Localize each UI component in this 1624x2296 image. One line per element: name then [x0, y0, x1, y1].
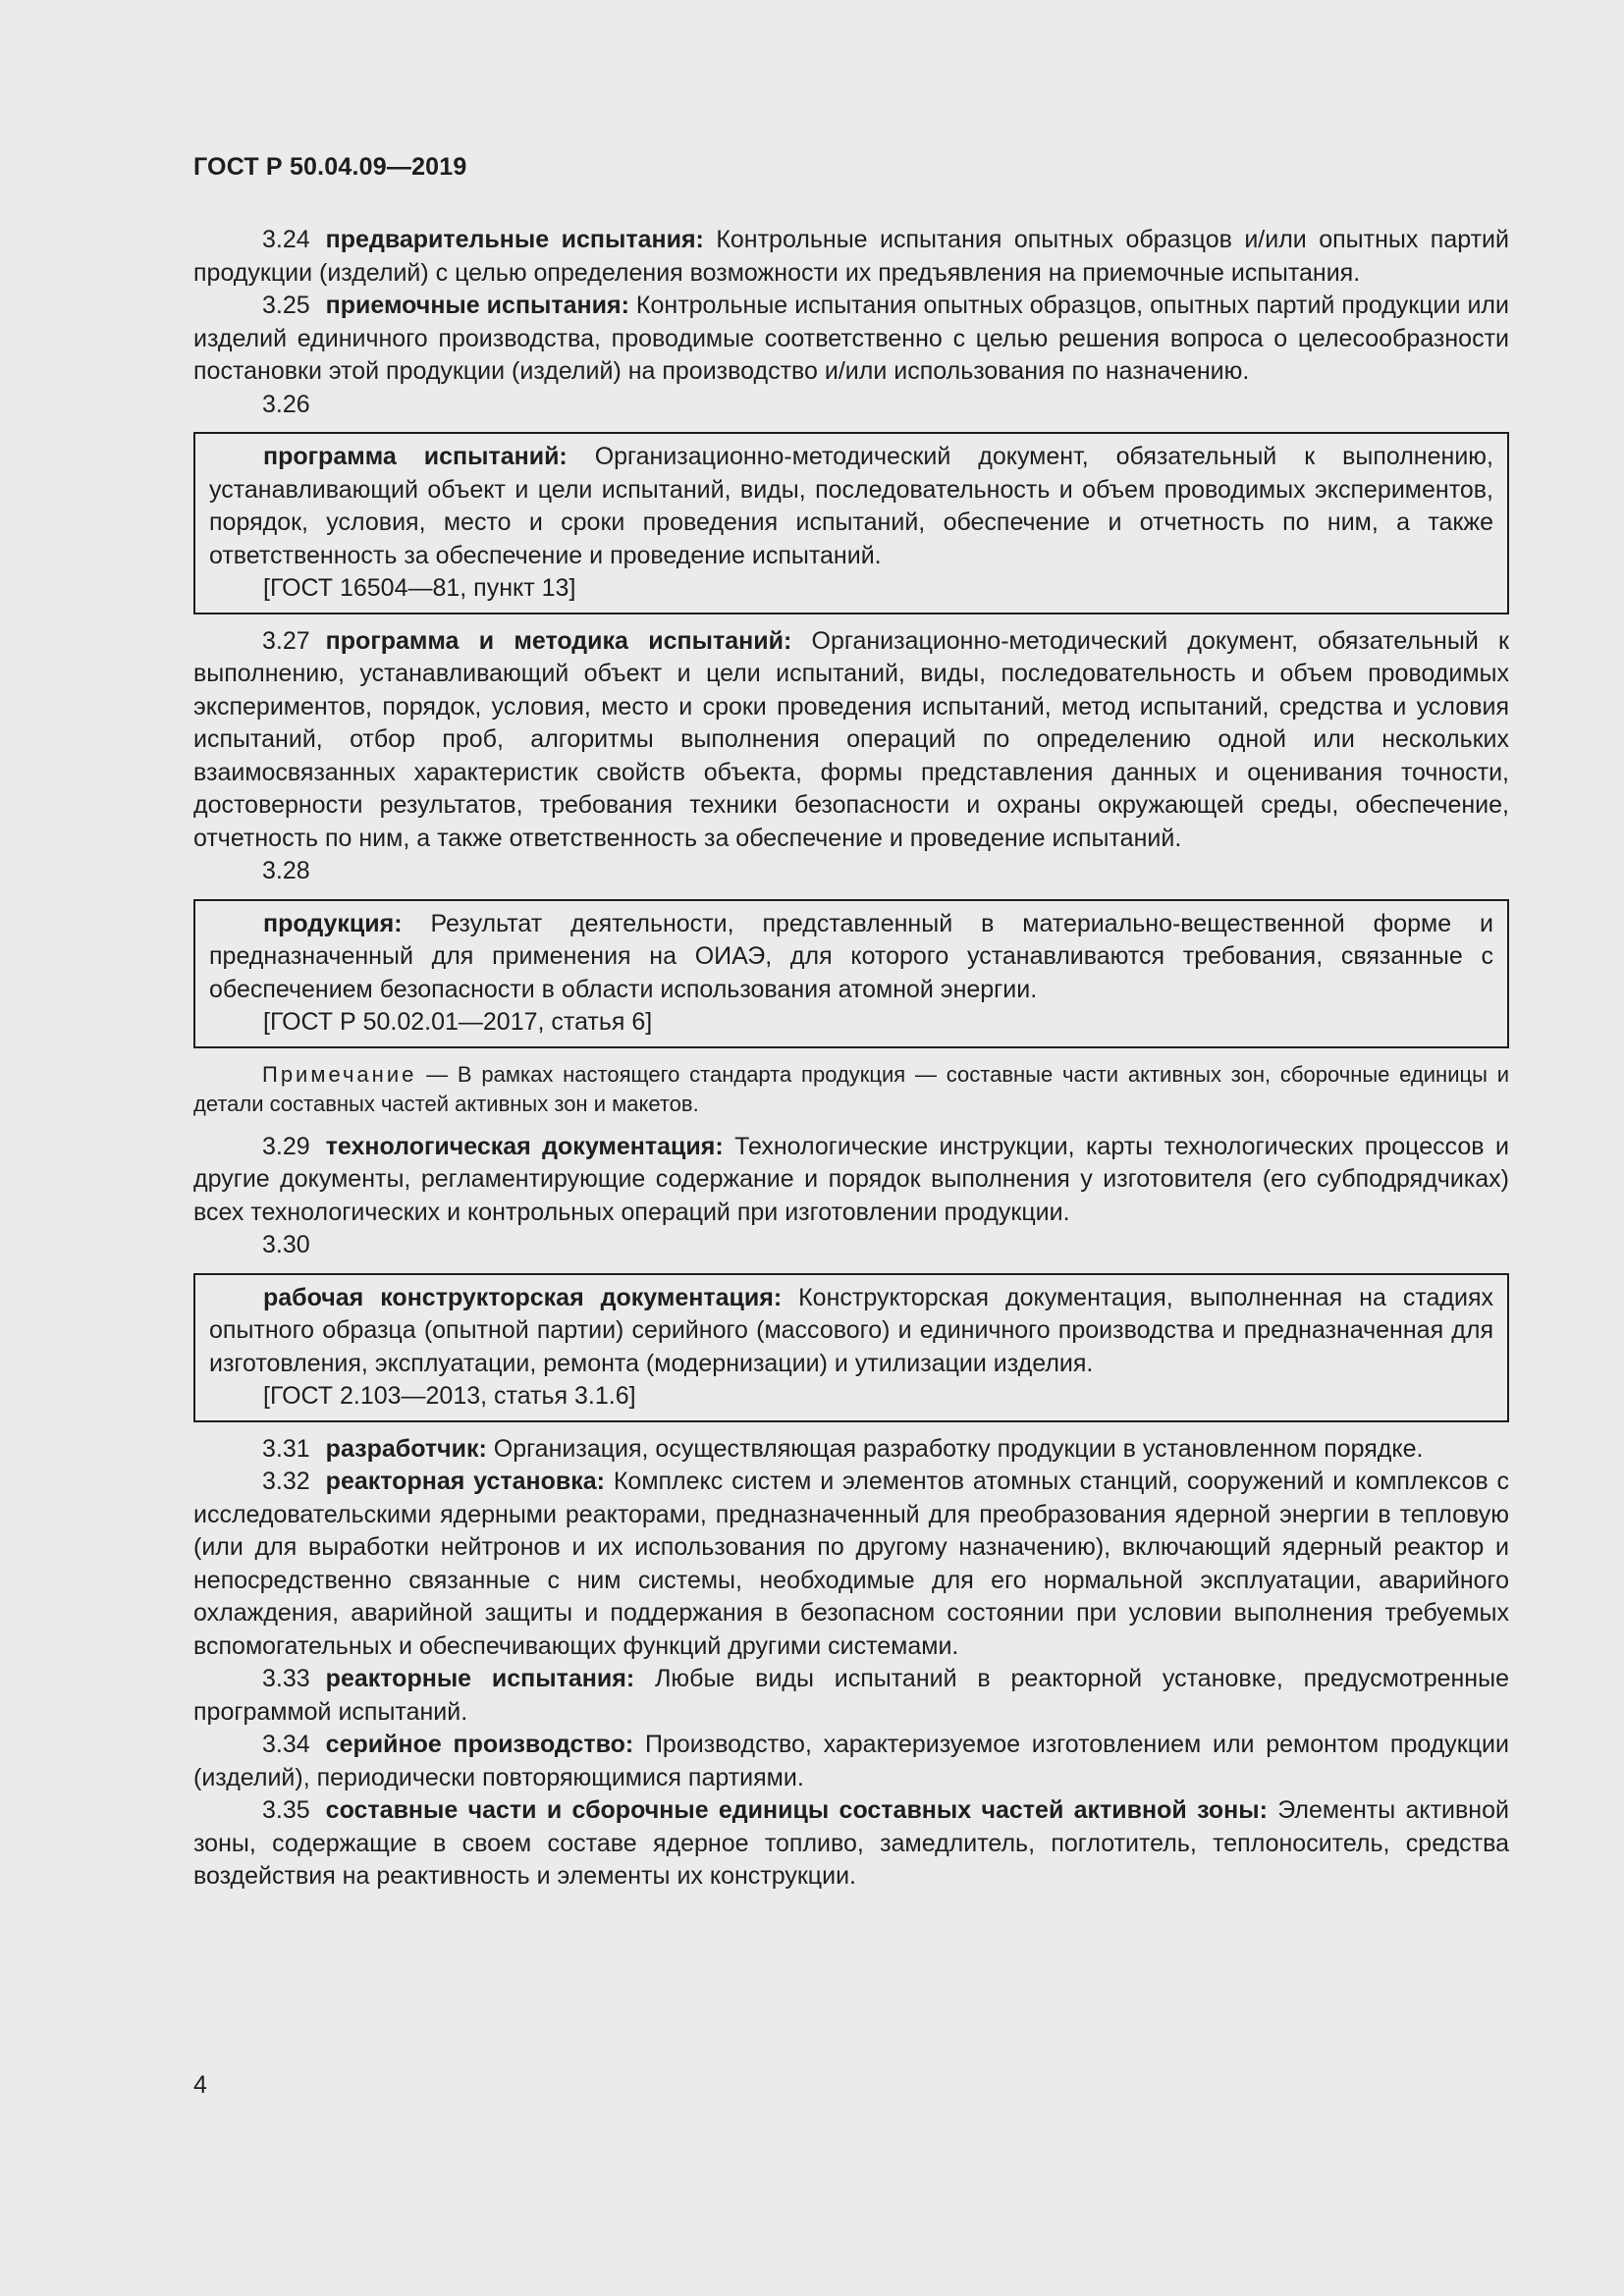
definition-text: Контрольные испытания опытных образцов, опытных партий продукции или изделий единичного производства, проводимые соответственно с целью решения вопроса о целесообразности постановки этой продукции (изделий) на производство и/или использования по назначению.	[193, 292, 1509, 385]
definition-3-28	[209, 908, 1493, 1007]
clause-number-3-28: 3.28	[262, 857, 310, 884]
definition-3-34	[193, 1729, 1509, 1794]
source-reference: [ГОСТ 2.103—2013, статья 3.1.6]	[263, 1382, 636, 1410]
definition-text: Конструкторская документация, выполненная на стадиях опытного образца (опытной партии) серийного (массового) и единичного производства и предназначенная для изготовления, эксплуатации, ремонта (модернизации) и утилизации изделия.	[209, 1283, 1493, 1377]
clause-number-3-30: 3.30	[262, 1231, 310, 1258]
quoted-definition-box-3-30	[193, 1273, 1509, 1422]
clause-number-3-26: 3.26	[262, 390, 310, 418]
definition-3-26	[209, 441, 1493, 572]
quoted-definition-box-3-28	[193, 899, 1509, 1048]
term: продукция:	[263, 909, 403, 937]
term: предварительные испытания:	[325, 226, 704, 253]
quoted-definition-box-3-26	[193, 432, 1509, 614]
definition-text: Производство, характеризуемое изготовлением или ремонтом продукции (изделий), периодически повторяющимися партиями.	[193, 1731, 1509, 1791]
definition-text: Организационно-методический документ, обязательный к выполнению, устанавливающий объект и цели испытаний, виды, последовательность и объем проводимых экспериментов, порядок, условия, место и сроки проведения испытаний, обеспечение и отчетность по ним, а также ответственность за обеспечение и проведение испытаний.	[209, 443, 1493, 569]
definition-text: Результат деятельности, представленный в материально-вещественной форме и предназначенный для применения на ОИАЭ, для которого устанавливаются требования, связанные с обеспечением безопасности в области использования атомной энергии.	[209, 909, 1493, 1003]
term: программа испытаний:	[263, 443, 568, 470]
definition-text: Организационно-методический документ, обязательный к выполнению, устанавливающий объект и цели испытаний, виды, последовательность и объем проводимых экспериментов, порядок, условия, место и сроки проведения испытаний, метод испытаний, средства и условия испытаний, отбор проб, алгоритмы выполнения операций по определению одной или нескольких взаимосвязанных характеристик свойств объекта, формы представления данных и оценивания точности, достоверности результатов, требования техники безопасности и охраны окружающей среды, обеспечение, отчетность по ним, а также ответственность за обеспечение и проведение испытаний.	[193, 626, 1509, 852]
definition-text: Элементы активной зоны, содержащие в своем составе ядерное топливо, замедлитель, поглотитель, теплоноситель, средства воздействия на реактивность и элементы их конструкции.	[193, 1796, 1509, 1890]
definition-text: Контрольные испытания опытных образцов и/или опытных партий продукции (изделий) с целью определения возможности их предъявления на приемочные испытания.	[193, 226, 1509, 287]
definition-3-27	[193, 625, 1509, 856]
definition-3-33	[193, 1663, 1509, 1729]
term: программа и методика испытаний:	[325, 626, 792, 655]
term: приемочные испытания:	[325, 292, 629, 319]
clause-number: 3.32	[262, 1468, 310, 1495]
definition-text: Комплекс систем и элементов атомных станций, сооружений и комплексов с исследовательскими ядерными реакторами, предназначенный для преобразования ядерной энергии в тепловую (или для выработки нейтронов и их использования по другому назначению), включающий ядерный реактор и непосредственно связанные с ним системы, необходимые для его нормальной эксплуатации, аварийного охлаждения, аварийной защиты и поддержания в безопасном состоянии при условии выполнения требуемых вспомогательных и обеспечивающих функций другими системами.	[193, 1468, 1509, 1660]
term: рабочая конструкторская документация:	[263, 1283, 783, 1311]
page-number: 4	[193, 2071, 207, 2099]
note-label: Примечание	[262, 1061, 417, 1087]
clause-number: 3.27	[262, 626, 310, 655]
definition-3-30	[209, 1282, 1493, 1381]
definition-text: Любые виды испытаний в реакторной установке, предусмотренные программой испытаний.	[193, 1665, 1509, 1726]
note	[193, 1060, 1509, 1119]
source-reference: [ГОСТ Р 50.02.01—2017, статья 6]	[263, 1008, 653, 1036]
clause-number: 3.35	[262, 1796, 310, 1824]
document-body	[193, 224, 1509, 1894]
definition-3-29	[193, 1131, 1509, 1230]
term: составные части и сборочные единицы составных частей активной зоны:	[325, 1796, 1268, 1824]
definition-3-31	[193, 1433, 1509, 1467]
definition-3-25	[193, 290, 1509, 389]
term: технологическая документация:	[325, 1132, 724, 1160]
definition-3-35	[193, 1794, 1509, 1894]
definition-text: Организация, осуществляющая разработку продукции в установленном порядке.	[486, 1434, 1424, 1463]
note-text: — В рамках настоящего стандарта продукция — составные части активных зон, сборочные единицы и детали составных частей активных зон и макетов.	[193, 1061, 1509, 1116]
definition-3-32	[193, 1466, 1509, 1663]
document-header: ГОСТ Р 50.04.09—2019	[193, 153, 467, 181]
term: серийное производство:	[325, 1731, 634, 1758]
term: реакторная установка:	[325, 1468, 605, 1495]
clause-number: 3.31	[262, 1434, 310, 1463]
clause-number: 3.29	[262, 1132, 310, 1160]
term: разработчик:	[325, 1434, 487, 1463]
term: реакторные испытания:	[325, 1665, 635, 1692]
definition-3-24	[193, 224, 1509, 290]
source-reference: [ГОСТ 16504—81, пункт 13]	[263, 574, 576, 602]
clause-number: 3.24	[262, 226, 310, 253]
clause-number: 3.34	[262, 1731, 310, 1758]
clause-number: 3.33	[262, 1665, 310, 1692]
clause-number: 3.25	[262, 292, 310, 319]
definition-text: Технологические инструкции, карты технологических процессов и другие документы, регламентирующие содержание и порядок выполнения у изготовителя (его субподрядчиках) всех технологических и контрольных операций при изготовлении продукции.	[193, 1132, 1509, 1226]
